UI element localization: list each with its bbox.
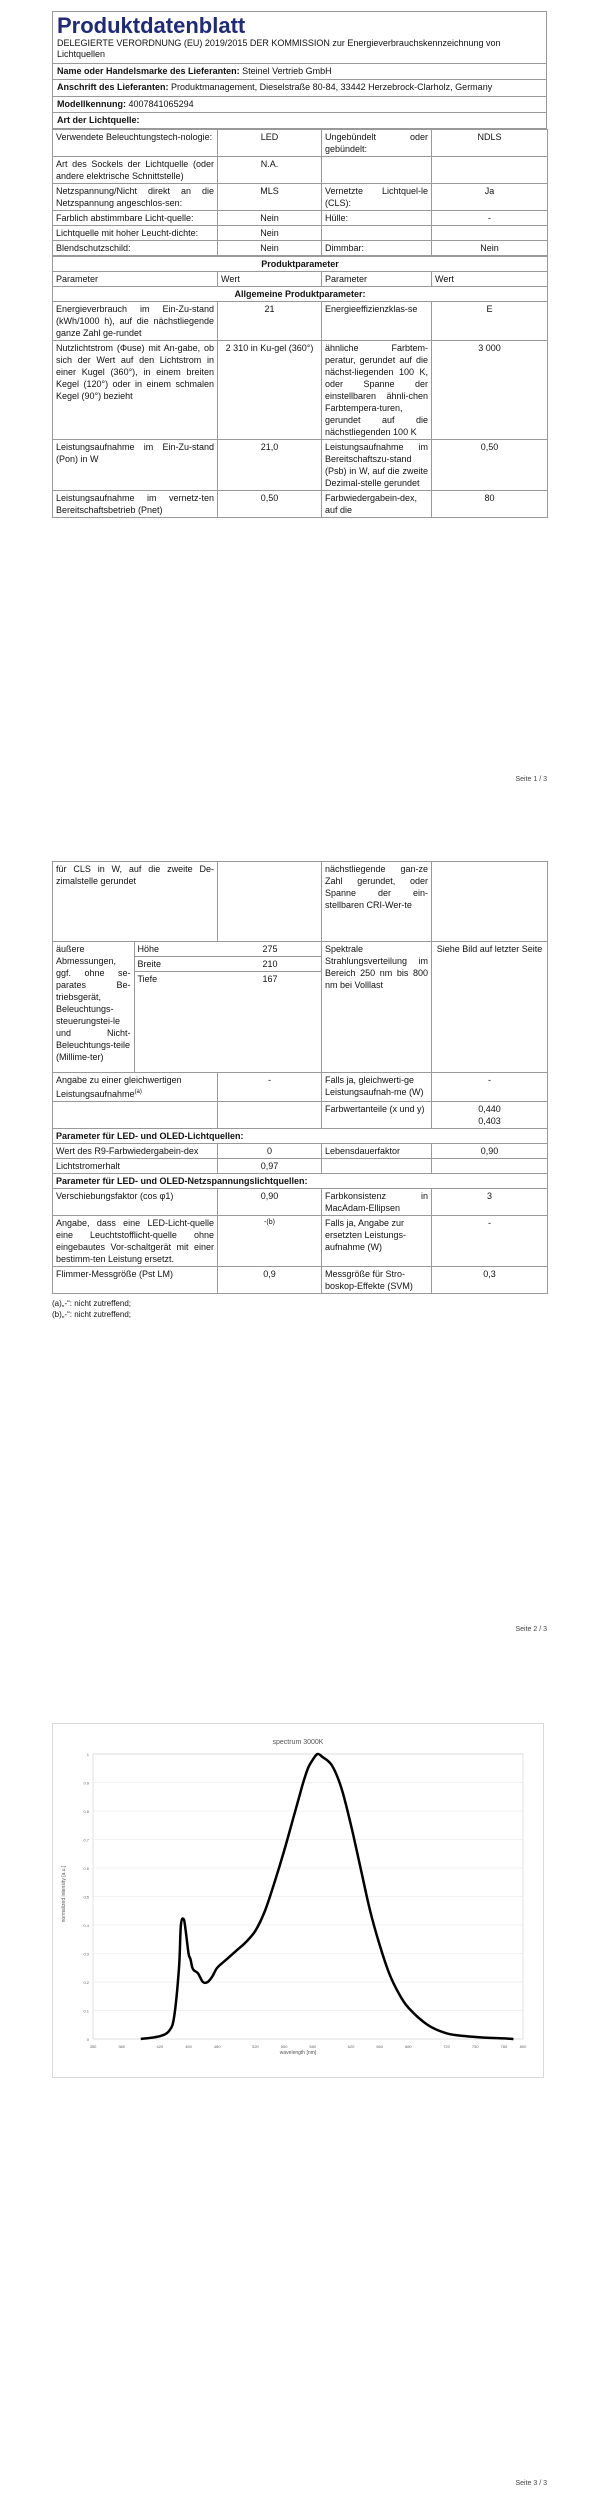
param-label: Leistungsaufnahme im Ein-Zu-stand (Pon) in W: [53, 440, 218, 491]
param-row: [53, 440, 548, 491]
displacement-value: 0,90: [218, 1188, 322, 1215]
chart-xtick-label: 650: [376, 2044, 384, 2049]
svm-label: Messgröße für Stro-boskop-Effekte (SVM): [322, 1266, 432, 1293]
chart-xtick-label: 580: [309, 2044, 317, 2049]
chart-xtick-label: 420: [156, 2044, 164, 2049]
empty-cell: [218, 862, 322, 942]
chromaticity-y: 0,403: [478, 1115, 501, 1126]
chart-xtick-label: 350: [89, 2044, 97, 2049]
mains-section: Parameter für LED- und OLED-Netzspannungslichtquellen:: [53, 1173, 548, 1188]
ls-param-label-2: [322, 157, 432, 184]
chart-ytick-label: 0.3: [83, 1951, 89, 1957]
lightsource-row: [53, 130, 548, 157]
displacement-label: Verschiebungsfaktor (cos φ1): [53, 1188, 218, 1215]
page-title: Produktdatenblatt: [57, 13, 246, 38]
empty-cell: [432, 862, 548, 942]
col-value-2: Wert: [432, 272, 548, 287]
lightsource-row: [53, 211, 548, 226]
led-replace-label: Angabe, dass eine LED-Licht-quelle eine Leuchtstofflicht-quelle ohne eingebautes Vor-schaltgerät mit einer bestimm-ten Leistung ersetzt.: [53, 1215, 218, 1266]
dim-height-value: 275: [218, 942, 322, 957]
replace-power-value: -: [432, 1215, 548, 1266]
ls-param-label: Farblich abstimmbare Licht-quelle:: [53, 211, 218, 226]
lightsource-row: [53, 157, 548, 184]
page-number-2: Seite 2 / 3: [515, 1626, 547, 1633]
ls-param-value-2: NDLS: [432, 130, 548, 157]
param-row: [53, 341, 548, 440]
empty-cell: [53, 1101, 218, 1128]
supplier-name-label: Name oder Handelsmarke des Lieferanten:: [57, 66, 240, 76]
replace-power-label: Falls ja, Angabe zur ersetzten Leistungs-aufnahme (W): [322, 1215, 432, 1266]
ls-param-value-2: [432, 157, 548, 184]
chart-xtick-label: 450: [185, 2044, 192, 2049]
supplier-name-value: Steinel Vertrieb GmbH: [242, 66, 332, 76]
chart-xtick-label: 520: [252, 2044, 259, 2049]
lumen-maint-label: Lichtstromerhalt: [53, 1158, 218, 1173]
param-label-2: Farbwiedergabein-dex, auf die: [322, 491, 432, 518]
lightsource-section: Art der Lichtquelle:: [52, 113, 547, 129]
empty-cell: [218, 1101, 322, 1128]
chart-ytick-label: 0.4: [83, 1923, 89, 1928]
chart-xtick-label: 620: [347, 2044, 355, 2049]
ls-param-value: LED: [218, 130, 322, 157]
param-label-2: Energieeffizienzklas-se: [322, 302, 432, 341]
page-2: [52, 861, 547, 1320]
param-label: Leistungsaufnahme im vernetz-ten Bereitschaftsbetrieb (Pnet): [53, 491, 218, 518]
lightsource-table: [52, 129, 548, 256]
equiv-label-text: Angabe zu einer gleichwertigen Leistungsaufnahme: [56, 1074, 182, 1099]
ls-param-value: Nein: [218, 226, 322, 241]
dim-width-value: 210: [218, 957, 322, 972]
dimensions-cell: [53, 942, 322, 1073]
equiv-power-value: -: [432, 1072, 548, 1101]
ls-param-label-2: Vernetzte Lichtquel-le (CLS):: [322, 184, 432, 211]
regulation-subtitle: DELEGIERTE VERORDNUNG (EU) 2019/2015 DER KOMMISSION zur Energieverbrauchskennzeichnung von Lichtquellen: [57, 38, 501, 59]
param-value-2: 80: [432, 491, 548, 518]
chart-xtick-label: 480: [213, 2044, 221, 2049]
general-params-heading: Allgemeine Produktparameter:: [53, 287, 548, 302]
param-value: 0,50: [218, 491, 322, 518]
chromaticity-value: [432, 1101, 548, 1128]
ls-param-label: Lichtquelle mit hoher Leucht-dichte:: [53, 226, 218, 241]
lightsource-row: [53, 241, 548, 256]
supplier-address-row: [52, 80, 547, 96]
dim-height-key: Höhe: [134, 942, 218, 957]
param-value-2: 0,50: [432, 440, 548, 491]
ls-param-label-2: Ungebündelt oder gebündelt:: [322, 130, 432, 157]
ls-param-value: MLS: [218, 184, 322, 211]
chart-xtick-label: 750: [471, 2044, 479, 2049]
supplier-address-value: Produktmanagement, Dieselstraße 80-84, 33442 Herzebrock-Clarholz, Germany: [171, 82, 493, 93]
dim-depth-key: Tiefe: [137, 974, 158, 984]
chromaticity-x: 0,440: [478, 1103, 501, 1114]
equiv-footnote-mark: (a): [134, 1088, 142, 1095]
page-number-1: Seite 1 / 3: [515, 776, 547, 783]
ls-param-value: Nein: [218, 241, 322, 256]
col-value-1: Wert: [218, 272, 322, 287]
param-label: Nutzlichtstrom (Φuse) mit An-gabe, ob sich der Wert auf den Lichtstrom in einer Kugel (360°), in einem breiten Kegel (120°) oder in einem schmalen Kegel (90°) bezieht: [53, 341, 218, 440]
survival-value: 0,90: [432, 1143, 548, 1158]
ls-param-label: Art des Sockels der Lichtquelle (oder andere elektrische Schnittstelle): [53, 157, 218, 184]
ls-param-label: Blendschutzschild:: [53, 241, 218, 256]
pnet-cont: für CLS in W, auf die zweite De-zimalstelle gerundet: [53, 862, 218, 942]
chromaticity-label: Farbwertanteile (x und y): [322, 1101, 432, 1128]
spectral-label: Spektrale Strahlungsverteilung im Bereich 250 nm bis 800 nm bei Volllast: [322, 942, 432, 1073]
param-label-2: ähnliche Farbtem-peratur, gerundet auf die nächst-liegenden 100 K, oder Spanne der einstellbaren ähnli-chen Farbtempera-turen, gerundet auf die nächstliegenden 100 K: [322, 341, 432, 440]
spectral-value: Siehe Bild auf letzter Seite: [432, 942, 548, 1073]
col-param-2: Parameter: [322, 272, 432, 287]
ls-param-label-2: Hülle:: [322, 211, 432, 226]
lumen-maint-value: 0,97: [218, 1158, 322, 1173]
macadam-label: Farbkonsistenz in MacAdam-Ellipsen: [322, 1188, 432, 1215]
param-label-2: Leistungsaufnahme im Bereitschaftszu-stand (Psb) in W, auf die zweite Dezimal-stelle gerundet: [322, 440, 432, 491]
chart-xlabel: wavelength [nm]: [279, 2050, 317, 2056]
footnote-a: (a)„-“: nicht zutreffend;: [52, 1298, 131, 1308]
ls-param-value-2: Ja: [432, 184, 548, 211]
param-value-2: 3 000: [432, 341, 548, 440]
params-table-cont: [52, 861, 548, 1294]
ls-param-value: Nein: [218, 211, 322, 226]
survival-label: Lebensdauerfaktor: [322, 1143, 432, 1158]
led-replace-value: -(b): [218, 1215, 322, 1266]
title-block: [52, 11, 547, 64]
page-number-3: Seite 3 / 3: [515, 2480, 547, 2487]
equiv-value: -: [218, 1072, 322, 1101]
param-row: [53, 302, 548, 341]
ls-param-value-2: Nein: [432, 241, 548, 256]
param-value-2: E: [432, 302, 548, 341]
model-label: Modellkennung:: [57, 98, 126, 109]
dim-depth-value: 167: [262, 974, 278, 984]
lightsource-row: [53, 226, 548, 241]
chart-ytick-label: 0: [86, 2037, 89, 2042]
flicker-value: 0,9: [218, 1266, 322, 1293]
dimensions-label: äußere Abmessungen, ggf. ohne se-parates Be-triebsgerät, Beleuchtungs-steuerungstei-le und Nicht-Beleuchtungs-teile (Millime-ter): [53, 942, 134, 1072]
chart-ytick-label: 0.8: [83, 1809, 89, 1814]
chart-ytick-label: 0.9: [83, 1780, 89, 1786]
chart-xtick-label: 780: [500, 2044, 508, 2049]
empty-cell: [432, 1158, 548, 1173]
page-1: [52, 11, 547, 518]
footnote-b: (b)„-“: nicht zutreffend;: [52, 1309, 131, 1319]
model-value: 4007841065294: [128, 98, 194, 109]
param-value: 21: [218, 302, 322, 341]
model-row: [52, 97, 547, 113]
chart-ytick-label: 0.2: [83, 1980, 89, 1985]
chart-ytick-label: 0.1: [83, 2008, 89, 2014]
chart-xtick-label: 380: [118, 2044, 126, 2049]
param-value: 2 310 in Ku-gel (360°): [218, 341, 322, 440]
ls-param-value-2: [432, 226, 548, 241]
param-label: Energieverbrauch im Ein-Zu-stand (kWh/1000 h), auf die nächstliegende ganze Zahl ge-rundet: [53, 302, 218, 341]
empty-cell: [322, 1158, 432, 1173]
macadam-value: 3: [432, 1188, 548, 1215]
params-title: Produktparameter: [53, 257, 548, 272]
chart-xtick-label: 800: [519, 2044, 527, 2049]
col-param-1: Parameter: [53, 272, 218, 287]
chart-ytick-label: 0.7: [83, 1837, 89, 1843]
ls-param-label-2: Dimmbar:: [322, 241, 432, 256]
chart-ytick-label: 1: [86, 1752, 89, 1757]
r9-value: 0: [218, 1143, 322, 1158]
equiv-power-label: Falls ja, gleichwerti-ge Leistungsaufnah-me (W): [322, 1072, 432, 1101]
lightsource-row: [53, 184, 548, 211]
supplier-address-label: Anschrift des Lieferanten:: [57, 82, 169, 93]
flicker-label: Flimmer-Messgröße (Pst LM): [53, 1266, 218, 1293]
ls-param-value: N.A.: [218, 157, 322, 184]
cri-cont: nächstliegende gan-ze Zahl gerundet, oder Spanne der ein-stellbaren CRI-Wer-te: [322, 862, 432, 942]
ls-param-label: Netzspannung/Nicht direkt an die Netzspannung angeschlos-sen:: [53, 184, 218, 211]
chart-ytick-label: 0.5: [83, 1894, 89, 1900]
ls-param-label: Verwendete Beleuchtungstech-nologie:: [53, 130, 218, 157]
chart-ytick-label: 0.6: [83, 1866, 89, 1871]
equiv-label: [53, 1072, 218, 1101]
svm-value: 0,3: [432, 1266, 548, 1293]
param-value: 21,0: [218, 440, 322, 491]
r9-label: Wert des R9-Farbwiedergabein-dex: [53, 1143, 218, 1158]
chart-xtick-label: 680: [404, 2044, 412, 2049]
ls-param-label-2: [322, 226, 432, 241]
spectrum-chart-svg: [53, 1724, 543, 2077]
params-table: [52, 256, 548, 518]
chart-xtick-label: 550: [280, 2044, 288, 2049]
chart-title: spectrum 3000K: [272, 1739, 324, 1746]
spectrum-chart: [52, 1723, 544, 2078]
ls-param-value-2: -: [432, 211, 548, 226]
dim-width-key: Breite: [134, 957, 218, 972]
param-row: [53, 491, 548, 518]
chart-ylabel: normalized intensity [a.u.]: [61, 1865, 67, 1923]
chart-xtick-label: 720: [443, 2044, 450, 2049]
supplier-name-row: [52, 64, 547, 80]
led-section: Parameter für LED- und OLED-Lichtquellen:: [53, 1128, 548, 1143]
